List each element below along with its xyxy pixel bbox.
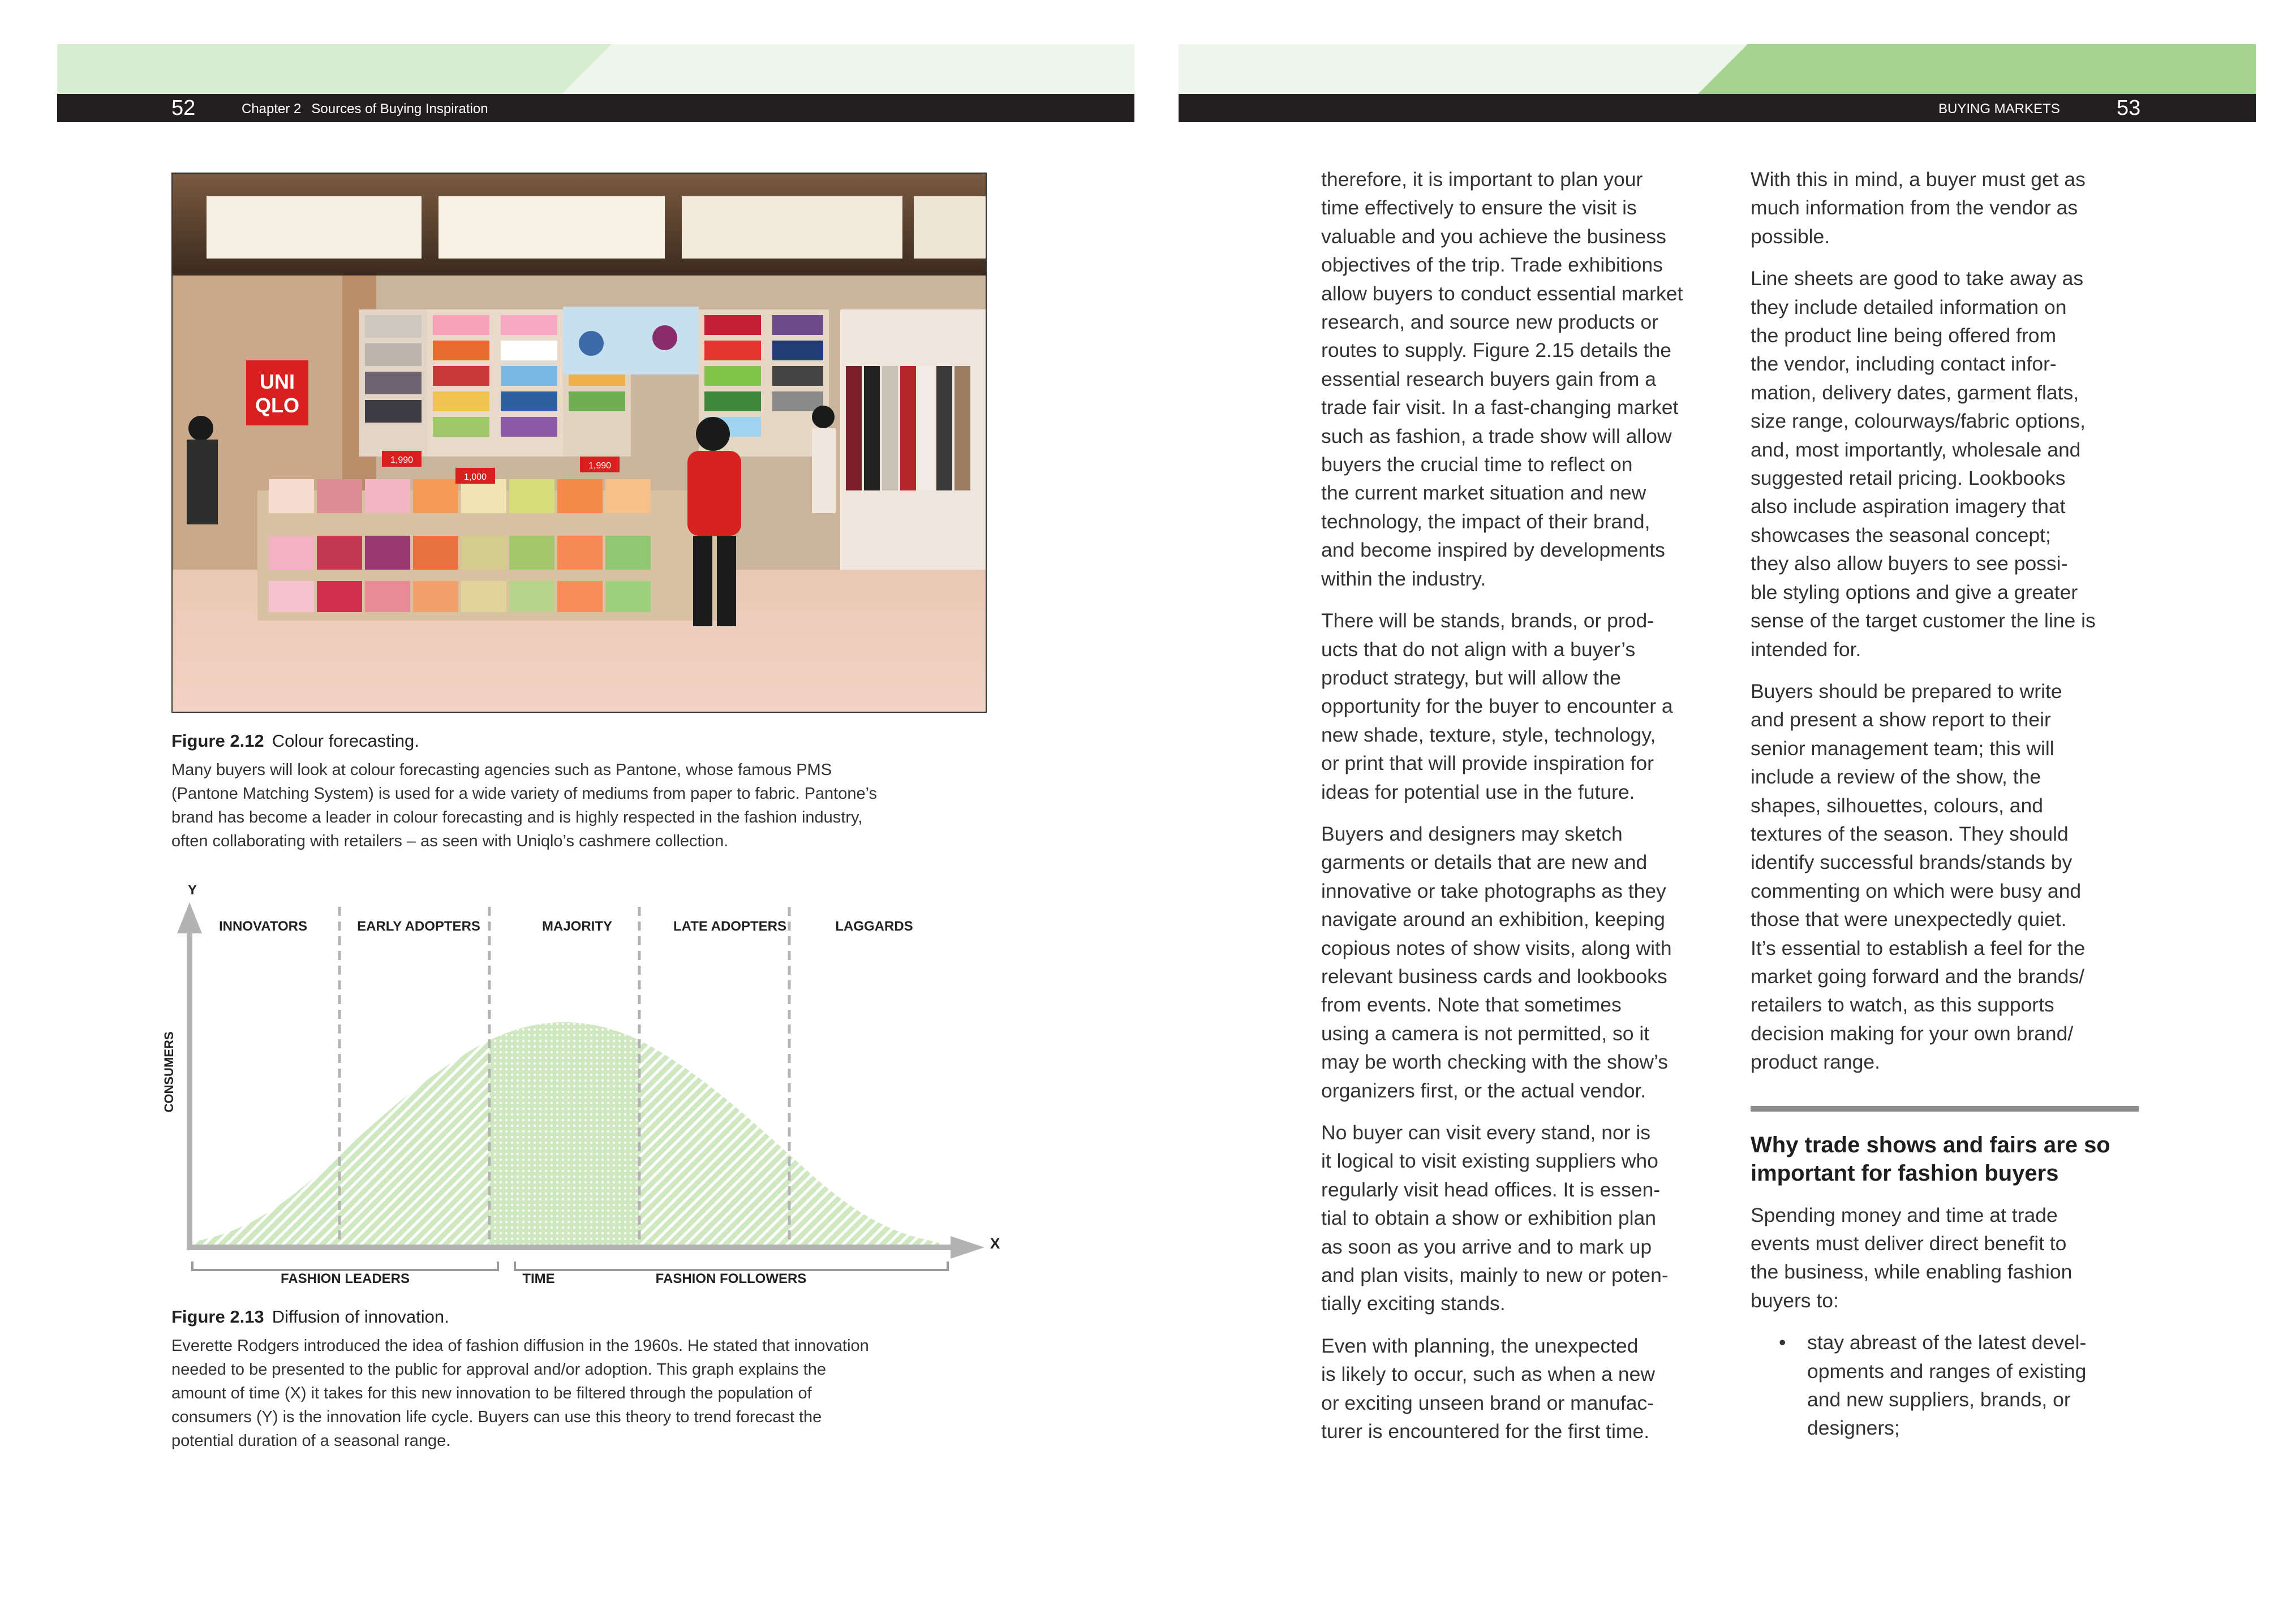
paragraph-line: as soon as you arrive and to mark up	[1321, 1235, 1652, 1258]
figure-212-label: Figure 2.12	[171, 731, 264, 751]
figure-212-body	[171, 758, 997, 853]
bullet-line: opments and ranges of existing	[1807, 1359, 2087, 1383]
paragraph-line: they also allow buyers to see possi-	[1751, 552, 2068, 575]
segment-label-early-adopters: EARLY ADOPTERS	[357, 919, 480, 934]
text-column-1	[1321, 165, 1717, 1459]
paragraph-line: There will be stands, brands, or prod-	[1321, 609, 1654, 632]
paragraph-line: tial to obtain a show or exhibition plan	[1321, 1207, 1657, 1230]
chapter-label: Chapter 2	[242, 101, 302, 117]
figure-213-label: Figure 2.13	[171, 1307, 264, 1327]
paragraph-line: therefore, it is important to plan your	[1321, 168, 1643, 191]
paragraph-line: Buyers and designers may sketch	[1321, 822, 1623, 845]
bullet-item	[1751, 1328, 2147, 1443]
paragraph-line: suggested retail pricing. Lookbooks	[1751, 467, 2066, 490]
paragraph-line: from events. Note that sometimes	[1321, 993, 1622, 1017]
bottom-label-time: TIME	[522, 1271, 555, 1286]
paragraph-line: With this in mind, a buyer must get as	[1751, 168, 2086, 191]
paragraph-line: and plan visits, mainly to new or poten-	[1321, 1264, 1669, 1287]
paragraph-line: time effectively to ensure the visit is	[1321, 196, 1637, 219]
figure-213-caption-title	[171, 1307, 449, 1327]
figure-213-title: Diffusion of innovation.	[272, 1307, 449, 1327]
body-paragraph	[1321, 1332, 1717, 1446]
bracket-fashion-leaders	[192, 1262, 498, 1270]
paragraph-line: allow buyers to conduct essential market	[1321, 282, 1683, 305]
x-axis-letter: X	[990, 1235, 1000, 1252]
figure-212-line: Many buyers will look at colour forecasting agencies such as Pantone, whose famous PMS	[171, 761, 832, 779]
segment-label-majority: MAJORITY	[541, 919, 613, 934]
header-bar	[1179, 94, 2256, 122]
body-paragraph	[1321, 1118, 1717, 1318]
paragraph-line: opportunity for the buyer to encounter a	[1321, 695, 1673, 718]
bottom-label-fashion-leaders: FASHION LEADERS	[280, 1271, 410, 1286]
paragraph-line: or exciting unseen brand or manufac-	[1321, 1391, 1654, 1414]
page-number: 53	[2117, 96, 2141, 120]
paragraph-line: Buyers should be prepared to write	[1751, 679, 2062, 703]
paragraph-line: retailers to watch, as this supports	[1751, 993, 2054, 1017]
figure-213-line: amount of time (X) it takes for this new innovation to be filtered through the population of	[171, 1384, 812, 1402]
paragraph-line: organizers first, or the actual vendor.	[1321, 1079, 1646, 1102]
paragraph-line: buyers to:	[1751, 1289, 1839, 1312]
paragraph-line: within the industry.	[1321, 567, 1486, 590]
section-heading	[1751, 1131, 2147, 1187]
paragraph-line: the current market situation and new	[1321, 481, 1646, 505]
paragraph-line: or print that will provide inspiration for	[1321, 752, 1654, 775]
paragraph-line: objectives of the trip. Trade exhibitions	[1321, 253, 1663, 277]
paragraph-line: textures of the season. They should	[1751, 822, 2069, 845]
paragraph-line: essential research buyers gain from a	[1321, 367, 1656, 390]
paragraph-line: tially exciting stands.	[1321, 1292, 1506, 1315]
segment-label-late-adopters: LATE ADOPTERS	[673, 919, 787, 934]
body-paragraph	[1321, 820, 1717, 1105]
paragraph-line: product strategy, but will allow the	[1321, 666, 1622, 689]
figure-212-line: often collaborating with retailers – as seen with Uniqlo’s cashmere collection.	[171, 832, 729, 850]
paragraph-line: new shade, texture, style, technology,	[1321, 723, 1656, 746]
paragraph-line: technology, the impact of their brand,	[1321, 510, 1650, 533]
text-column-2	[1751, 165, 2147, 1443]
bottom-label-fashion-followers: FASHION FOLLOWERS	[655, 1271, 807, 1286]
paragraph-line: trade fair visit. In a fast-changing market	[1321, 396, 1679, 419]
sweater-wall	[359, 307, 829, 457]
paragraph-line: valuable and you achieve the business	[1321, 225, 1666, 248]
paragraph-line: garments or details that are new and	[1321, 851, 1648, 874]
paragraph-line: No buyer can visit every stand, nor is	[1321, 1121, 1651, 1144]
body-paragraph	[1321, 606, 1717, 806]
paragraph-line: market going forward and the brands/	[1751, 965, 2085, 988]
bullet-line: • stay abreast of the latest devel-	[1807, 1331, 2087, 1354]
bullet-line: designers;	[1807, 1417, 1900, 1440]
paragraph-line: relevant business cards and lookbooks	[1321, 965, 1667, 988]
price-tag-2: 1,000	[463, 472, 487, 482]
paragraph-line: and present a show report to their	[1751, 708, 2051, 731]
paragraph-line: much information from the vendor as	[1751, 196, 2078, 219]
paragraph-line: routes to supply. Figure 2.15 details the	[1321, 339, 1671, 362]
paragraph-line: research, and source new products or	[1321, 311, 1658, 334]
price-tag-1: 1,990	[390, 455, 414, 465]
figure-213-line: potential duration of a seasonal range.	[171, 1432, 451, 1450]
paragraph-line: navigate around an exhibition, keeping	[1321, 908, 1665, 931]
segment-label-innovators: INNOVATORS	[218, 919, 308, 934]
bracket-fashion-followers	[515, 1262, 948, 1270]
figure-213-line: Everette Rodgers introduced the idea of fashion diffusion in the 1960s. He stated that innovation	[171, 1337, 869, 1355]
figure-212-caption-title	[171, 731, 419, 751]
intro-paragraph	[1751, 1201, 2147, 1315]
paragraph-line: ble styling options and give a greater	[1751, 580, 2078, 604]
figure-213-line: needed to be presented to the public for approval and/or adoption. This graph explains the	[171, 1361, 827, 1379]
figure-213-body	[171, 1334, 997, 1453]
paragraph-line: decision making for your own brand/	[1751, 1022, 2074, 1045]
paragraph-line: sense of the target customer the line is	[1751, 609, 2096, 632]
sign-line2: QLO	[255, 394, 299, 417]
figure-212-line: brand has become a leader in colour forecasting and is highly respected in the fashion industry,	[171, 808, 863, 826]
majority-zone	[489, 942, 639, 1247]
chapter-title: Sources of Buying Inspiration	[311, 101, 488, 117]
paragraph-line: the business, while enabling fashion	[1751, 1260, 2073, 1284]
sign-line1: UNI	[260, 370, 295, 393]
y-axis-letter: Y	[187, 882, 197, 898]
paragraph-line: include a review of the show, the	[1751, 765, 2041, 789]
figure-212-title: Colour forecasting.	[272, 731, 419, 751]
heading-line: important for fashion buyers	[1751, 1160, 2059, 1186]
paragraph-line: and, most importantly, wholesale and	[1751, 438, 2081, 461]
bullet-line: and new suppliers, brands, or	[1807, 1388, 2071, 1411]
paragraph-line: events must deliver direct benefit to	[1751, 1232, 2067, 1255]
paragraph-line: innovative or take photographs as they	[1321, 879, 1666, 902]
paragraph-line: ucts that do not align with a buyer’s	[1321, 638, 1636, 661]
paragraph-line: copious notes of show visits, along with	[1321, 936, 1672, 959]
y-axis-title: CONSUMERS	[162, 1031, 176, 1113]
segment-label-laggards: LAGGARDS	[835, 919, 913, 934]
paragraph-line: product range.	[1751, 1051, 1880, 1074]
running-head	[242, 101, 488, 117]
paragraph-line: those that were unexpectedly quiet.	[1751, 908, 2067, 931]
body-paragraph	[1751, 165, 2147, 251]
bullet-list	[1751, 1328, 2147, 1443]
header-green-band	[57, 44, 1134, 94]
paragraph-line: senior management team; this will	[1751, 737, 2054, 760]
x-axis-arrow	[951, 1236, 984, 1259]
paragraph-line: the product line being offered from	[1751, 324, 2057, 347]
price-tag-3: 1,990	[588, 461, 612, 471]
body-paragraph	[1751, 264, 2147, 664]
paragraph-line: commenting on which were busy and	[1751, 879, 2082, 902]
page-number: 52	[171, 96, 196, 120]
paragraph-line: regularly visit head offices. It is essen-	[1321, 1178, 1661, 1201]
figure-213-line: consumers (Y) is the innovation life cycle. Buyers can use this theory to trend forecast the	[171, 1408, 822, 1426]
store-photo-illustration	[173, 174, 986, 712]
paragraph-line: mation, delivery dates, garment flats,	[1751, 381, 2079, 404]
paragraph-line: turer is encountered for the first time.	[1321, 1420, 1650, 1443]
diffusion-chart	[158, 874, 1007, 1298]
paragraph-line: showcases the seasonal concept;	[1751, 523, 2051, 546]
paragraph-line: identify successful brands/stands by	[1751, 851, 2073, 874]
paragraph-line: buyers the crucial time to reflect on	[1321, 453, 1633, 476]
paragraph-line: Even with planning, the unexpected	[1321, 1334, 1639, 1357]
section-title: BUYING MARKETS	[1938, 101, 2060, 117]
paragraph-line: is likely to occur, such as when a new	[1321, 1363, 1655, 1386]
paragraph-line: size range, colourways/fabric options,	[1751, 410, 2086, 433]
paragraph-line: ideas for potential use in the future.	[1321, 780, 1635, 803]
paragraph-line: such as fashion, a trade show will allow	[1321, 424, 1672, 447]
paragraph-line: also include aspiration imagery that	[1751, 495, 2066, 518]
store-photo	[171, 173, 987, 713]
paragraph-line: It’s essential to establish a feel for the	[1751, 936, 2086, 959]
paragraph-line: Spending money and time at trade	[1751, 1203, 2058, 1226]
paragraph-line: the vendor, including contact infor-	[1751, 352, 2057, 376]
figure-212-line: (Pantone Matching System) is used for a wide variety of mediums from paper to fabric. Pantone’s	[171, 785, 878, 803]
clothing-rack	[846, 366, 970, 490]
paragraph-line: may be worth checking with the show’s	[1321, 1051, 1668, 1074]
paragraph-line: it logical to visit existing suppliers who	[1321, 1150, 1658, 1173]
paragraph-line: Line sheets are good to take away as	[1751, 267, 2084, 290]
header-bar	[57, 94, 1134, 122]
paragraph-line: and become inspired by developments	[1321, 539, 1665, 562]
paragraph-line: they include detailed information on	[1751, 295, 2067, 318]
body-paragraph	[1751, 677, 2147, 1077]
section-rule	[1751, 1106, 2139, 1112]
paragraph-line: using a camera is not permitted, so it	[1321, 1022, 1650, 1045]
paragraph-line: possible.	[1751, 225, 1830, 248]
heading-line: Why trade shows and fairs are so	[1751, 1132, 2110, 1157]
paragraph-line: shapes, silhouettes, colours, and	[1751, 794, 2044, 817]
paragraph-line: intended for.	[1751, 638, 1861, 661]
header-green-band	[1179, 44, 2256, 94]
body-paragraph	[1321, 165, 1717, 593]
y-axis-arrow	[177, 902, 202, 933]
